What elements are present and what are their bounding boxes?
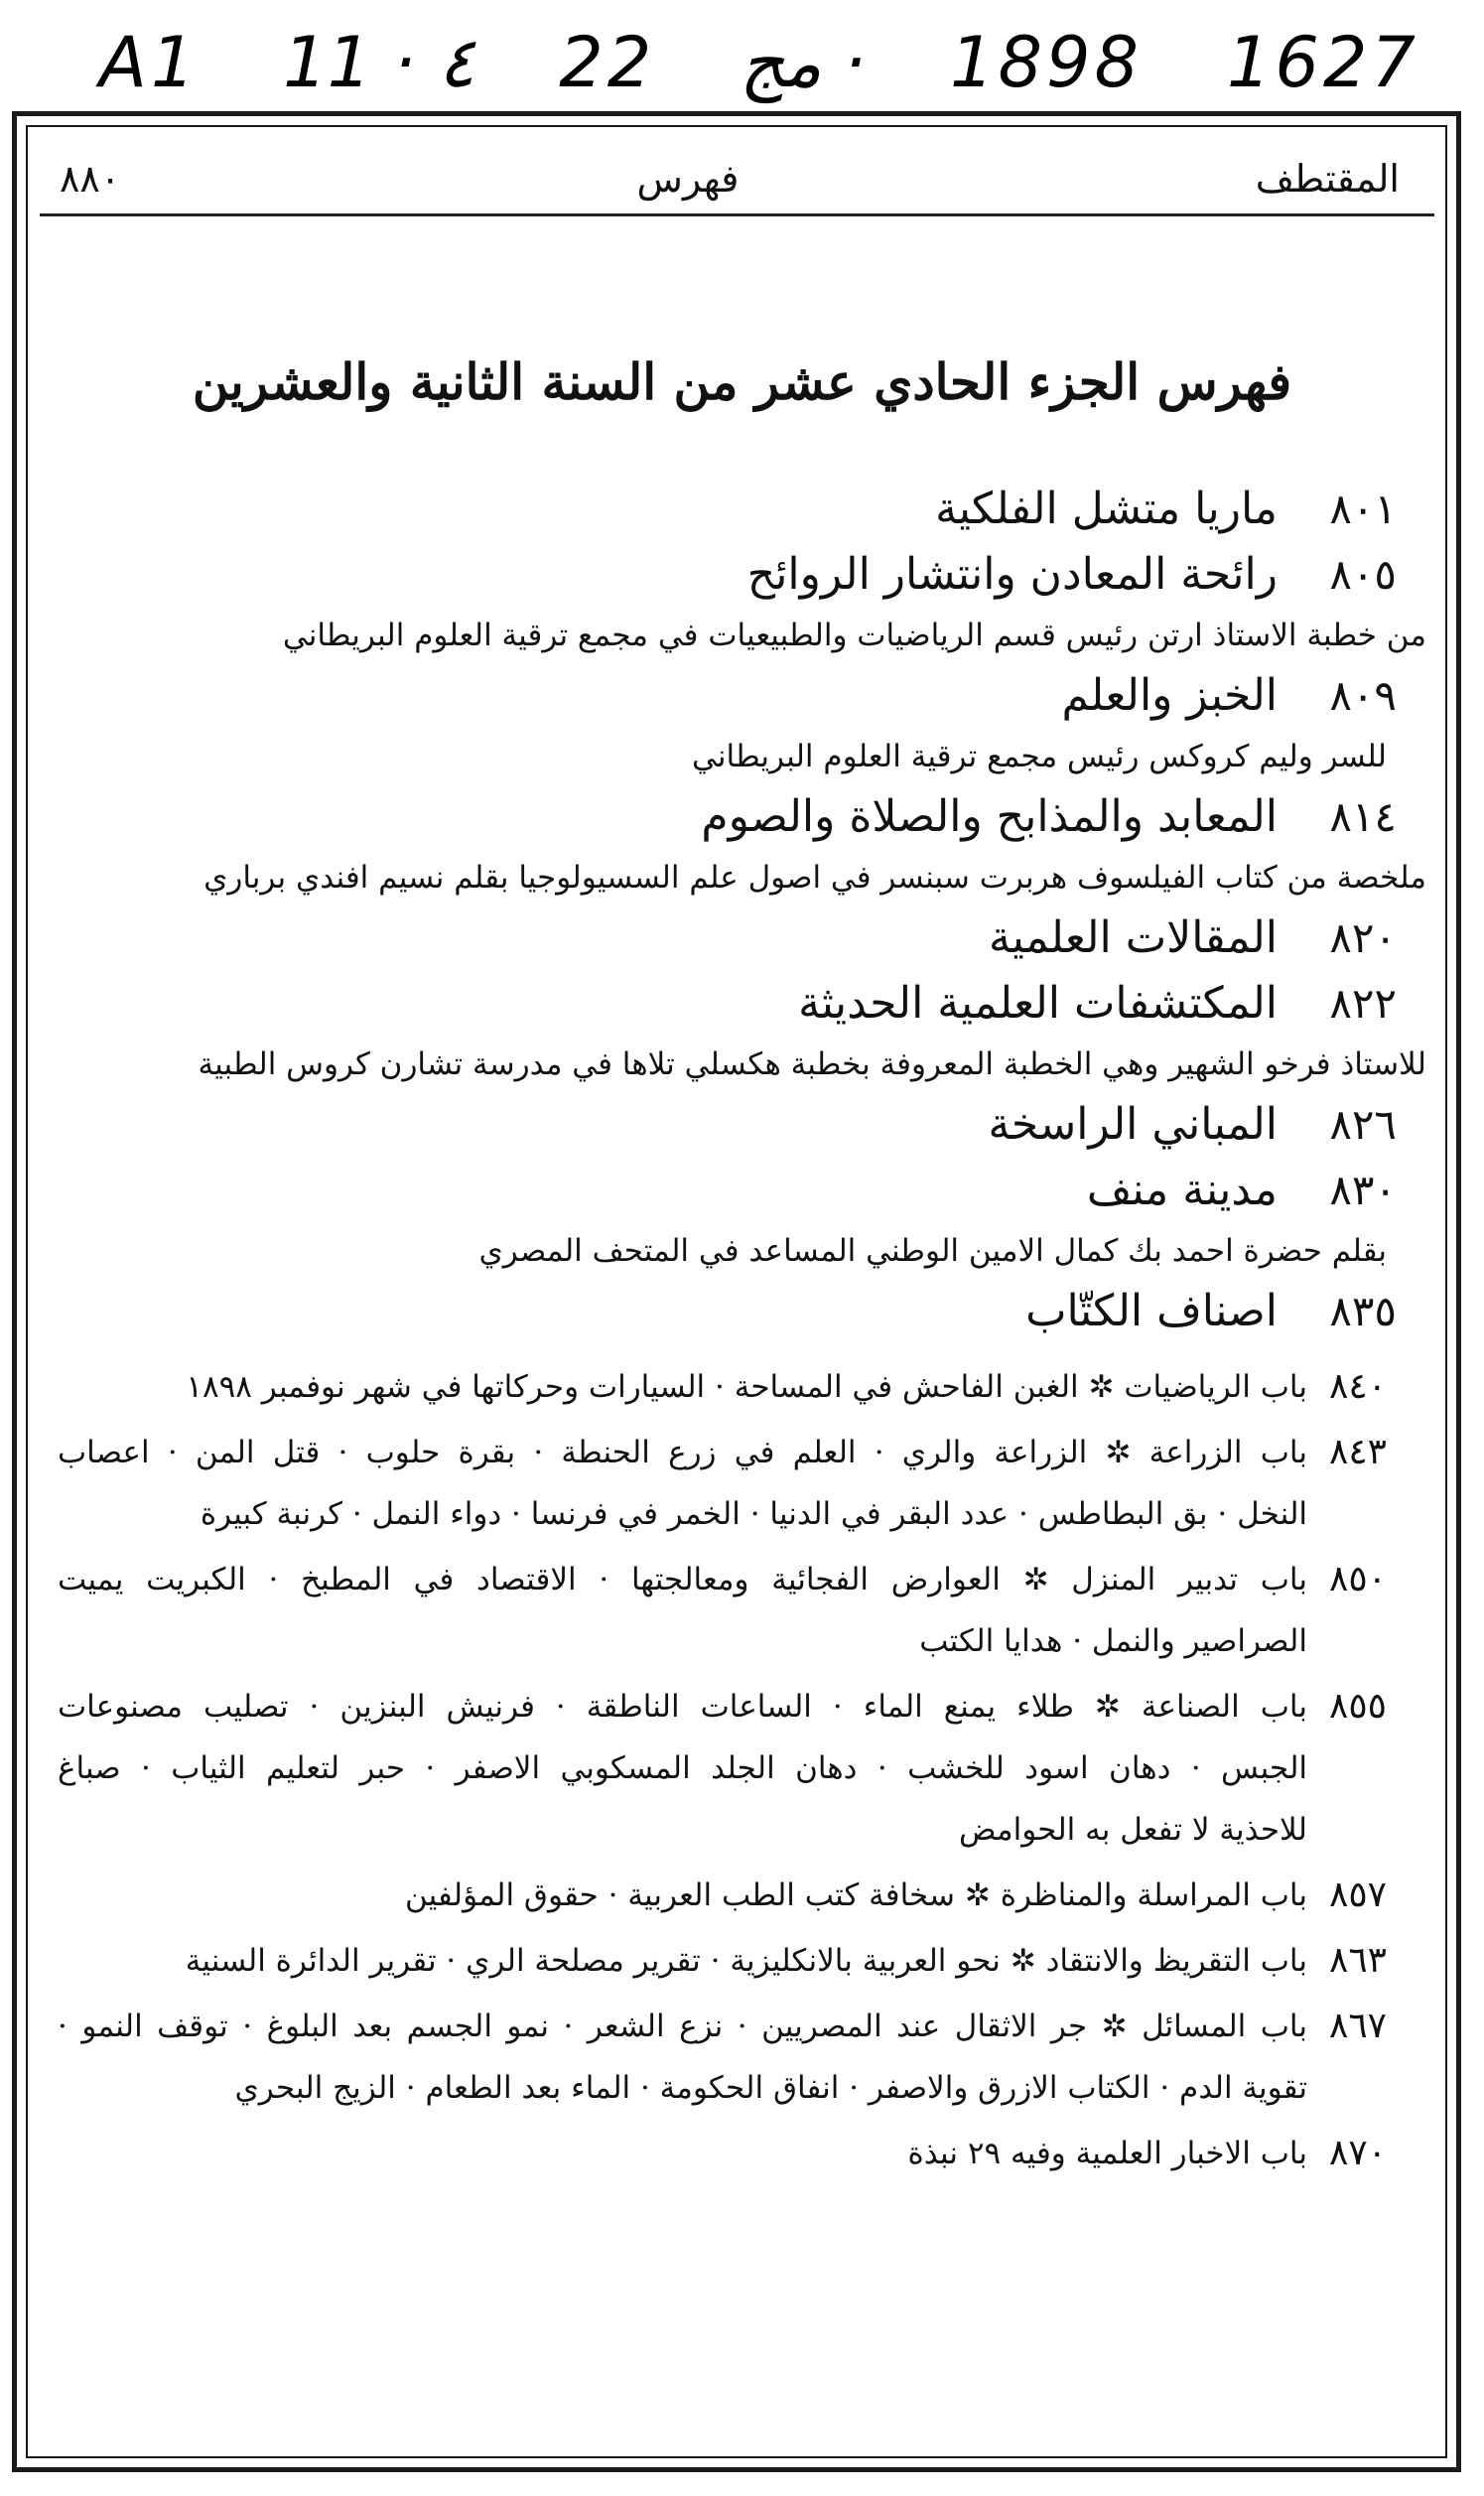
section-entry	[58, 2123, 1426, 2184]
toc-entry	[58, 971, 1426, 1037]
section-entry	[58, 1676, 1426, 1861]
header-rule	[40, 213, 1434, 216]
section-page-number: ٨٥٧	[1328, 1874, 1387, 1915]
entry-title: رائحة المعادن وانتشار الروائح	[746, 549, 1278, 600]
handwritten-annotation	[99, 18, 1419, 107]
section-line: باب المسائل ✲ جر الاثقال عند المصريين · نزع الشعر · نمو الجسم بعد البلوغ · توقف النمو ·	[58, 2009, 1307, 2044]
section-lines	[58, 1356, 1307, 1418]
section-lines	[58, 1549, 1307, 1672]
entry-title: المباني الراسخة	[988, 1099, 1278, 1150]
section-lines	[58, 1930, 1307, 1992]
entry-page-number: ٨٢٦	[1329, 1100, 1397, 1149]
section-entry	[58, 1422, 1426, 1545]
entry-page-number: ٨٠٩	[1329, 671, 1397, 720]
section-page-number: ٨٥٠	[1328, 1559, 1387, 1599]
section-lines	[58, 1676, 1307, 1861]
toc-entry	[58, 1092, 1426, 1158]
annotation-part: A1	[99, 22, 200, 103]
entry-page-number: ٨٣٠	[1329, 1166, 1397, 1214]
toc-entry	[58, 1279, 1426, 1344]
section-lines	[58, 1865, 1307, 1926]
section-page-number: ٨٥٥	[1328, 1686, 1387, 1727]
section-line: باب الصناعة ✲ طلاء يمنع الماء · الساعات الناطقة · فرنيش البنزين · تصليب مصنوعات	[58, 1689, 1307, 1725]
section-page-number: ٨٦٧	[1328, 2006, 1387, 2046]
section-line: باب الاخبار العلمية وفيه ٢٩ نبذة	[907, 2136, 1307, 2171]
toc-entry	[58, 905, 1426, 971]
toc-entry	[58, 542, 1426, 608]
section-line: باب التقريظ والانتقاد ✲ نحو العربية بالانكليزية · تقرير مصلحة الري · تقرير الدائرة السنية	[185, 1943, 1307, 1979]
index-content	[58, 477, 1426, 2184]
section-lines	[58, 1996, 1307, 2119]
entry-subtitle: للسر وليم كروكس رئيس مجمع ترقية العلوم البريطاني	[692, 739, 1387, 774]
entry-title: المكتشفات العلمية الحديثة	[798, 978, 1278, 1029]
toc-entry	[58, 477, 1426, 542]
section-line: الصراصير والنمل · هدايا الكتب	[919, 1623, 1307, 1659]
section-line: تقوية الدم · الكتاب الازرق والاصفر · انفاق الحكومة · الماء بعد الطعام · الزيج البحري	[234, 2070, 1307, 2106]
entry-title: المعابد والمذابح والصلاة والصوم	[701, 791, 1278, 842]
section-line: للاحذية لا تفعل به الحوامض	[959, 1812, 1307, 1848]
page-number: ٨٨٠	[60, 157, 121, 201]
annotation-part: 1627	[1226, 22, 1419, 103]
section-lines	[58, 1422, 1307, 1545]
entry-subtitle: ملخصة من كتاب الفيلسوف هربرت سبنسر في اصول علم السسيولوجيا بقلم نسيم افندي برباري	[203, 860, 1426, 896]
toc-entry	[58, 1158, 1426, 1223]
entry-subtitle: بقلم حضرة احمد بك كمال الامين الوطني المساعد في المتحف المصري	[478, 1233, 1387, 1269]
annotation-part: 1898	[949, 22, 1144, 103]
section-line: باب المراسلة والمناظرة ✲ سخافة كتب الطب العربية · حقوق المؤلفين	[404, 1877, 1307, 1913]
toc-entry	[58, 663, 1426, 729]
section-entry	[58, 1356, 1426, 1418]
section-line: باب الرياضيات ✲ الغبن الفاحش في المساحة · السيارات وحركاتها في شهر نوفمبر ١٨٩٨	[186, 1369, 1307, 1405]
entry-page-number: ٨٢٠	[1329, 913, 1397, 962]
toc-entry	[58, 784, 1426, 850]
annotation-part: مج ·	[740, 22, 867, 103]
entry-page-number: ٨٠١	[1329, 485, 1397, 533]
page-title: فهرس الجزء الحادي عشر من السنة الثانية والعشرين	[192, 352, 1292, 411]
entry-page-number: ٨١٤	[1329, 792, 1397, 841]
section-line: النخل · بق البطاطس · عدد البقر في الدنيا · الخمر في فرنسا · دواء النمل · كرنبة كبيرة	[200, 1496, 1307, 1532]
article-entries	[58, 477, 1426, 1344]
entry-title: المقالات العلمية	[989, 912, 1278, 963]
running-head	[60, 149, 1400, 208]
section-page-number: ٨٦٣	[1328, 1940, 1387, 1981]
entry-title: اصناف الكتّاب	[1025, 1286, 1278, 1336]
annotation-part: 22	[559, 22, 656, 103]
section-page-number: ٨٤٣	[1328, 1432, 1387, 1472]
entry-page-number: ٨٣٥	[1329, 1287, 1397, 1335]
section-page-number: ٨٧٠	[1328, 2133, 1387, 2173]
section-entry	[58, 1930, 1426, 1992]
entry-subtitle: من خطبة الاستاذ ارتن رئيس قسم الرياضيات والطبيعيات في مجمع ترقية العلوم البريطاني	[282, 618, 1426, 653]
journal-name: المقتطف	[1255, 157, 1400, 201]
section-line: باب تدبير المنزل ✲ العوارض الفجائية ومعالجتها · الاقتصاد في المطبخ · الكبريت يميت	[58, 1562, 1307, 1597]
section-page-number: ٨٤٠	[1328, 1366, 1387, 1407]
entry-title: ماريا متشل الفلكية	[935, 484, 1278, 534]
section-line: باب الزراعة ✲ الزراعة والري · العلم في زرع الحنطة · بقرة حلوب · قتل المن · اعصاب	[58, 1435, 1307, 1470]
entry-title: الخبز والعلم	[1061, 670, 1278, 721]
section-lines	[58, 2123, 1307, 2184]
annotation-part: 11 · ٤	[283, 22, 475, 103]
entry-subtitle: للاستاذ فرخو الشهير وهي الخطبة المعروفة بخطبة هكسلي تلاها في مدرسة تشارن كروس الطبية	[198, 1046, 1426, 1082]
section-line: الجبس · دهان اسود للخشب · دهان الجلد المسكوبي الاصفر · حبر لتعليم الثياب · صباغ	[58, 1750, 1307, 1786]
section-name: فهرس	[636, 157, 740, 201]
section-entry	[58, 1996, 1426, 2119]
entry-title: مدينة منف	[1086, 1165, 1278, 1215]
section-entries	[58, 1356, 1426, 2184]
entry-page-number: ٨٠٥	[1329, 550, 1397, 599]
section-entry	[58, 1865, 1426, 1926]
section-entry	[58, 1549, 1426, 1672]
entry-page-number: ٨٢٢	[1329, 979, 1397, 1028]
